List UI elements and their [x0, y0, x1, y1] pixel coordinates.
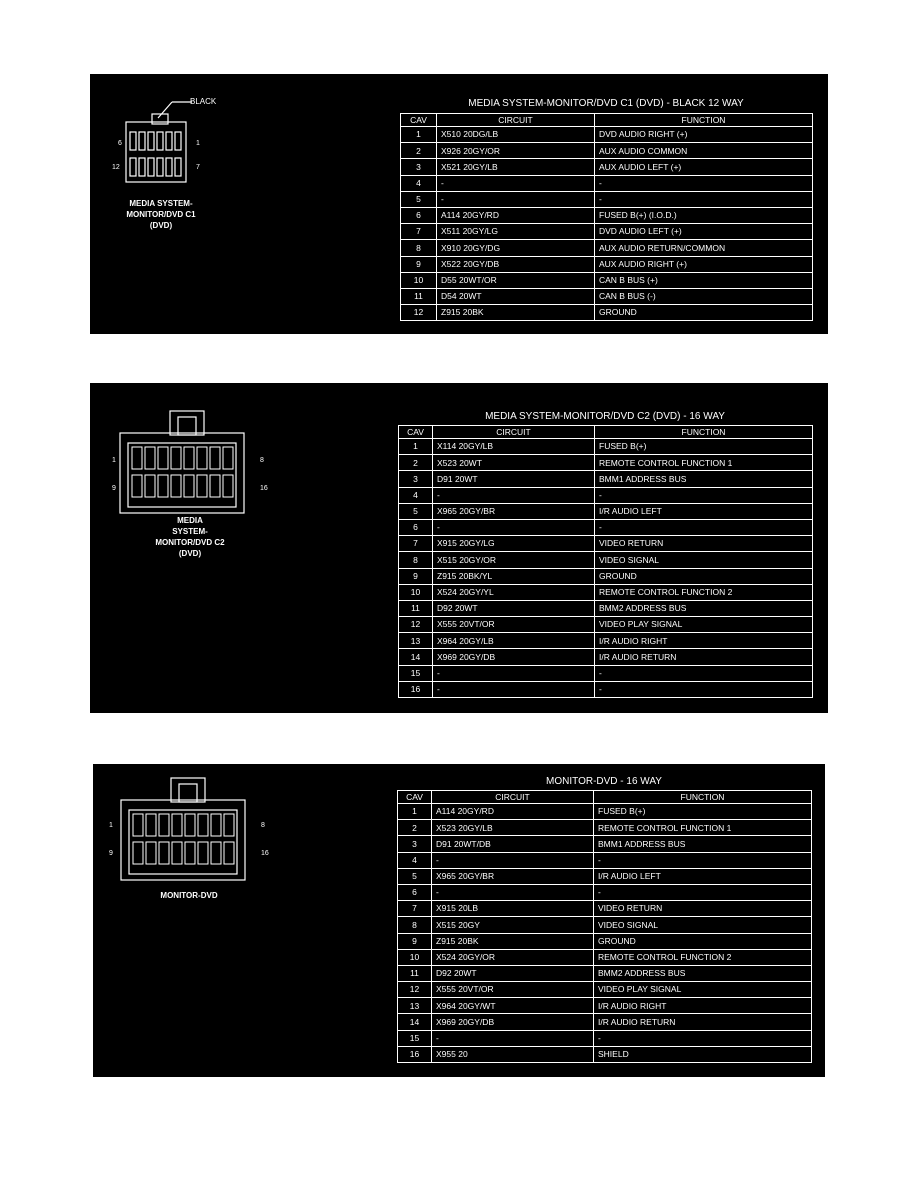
- table-row: [401, 272, 813, 288]
- table-title: MEDIA SYSTEM-MONITOR/DVD C1 (DVD) - BLACK 12 WAY: [468, 98, 744, 109]
- circuit-cell: -: [432, 1030, 594, 1046]
- connector-pin-icon: [145, 447, 155, 469]
- circuit-cell: X915 20GY/LG: [433, 536, 595, 552]
- circuit-cell: X555 20VT/OR: [433, 617, 595, 633]
- connector-label-line: MEDIA: [177, 516, 203, 525]
- cavity-cell: 11: [398, 965, 432, 981]
- function-cell: VIDEO SIGNAL: [594, 917, 812, 933]
- circuit-cell: X964 20GY/WT: [432, 998, 594, 1014]
- column-header: CAV: [401, 114, 437, 127]
- function-cell: SHIELD: [594, 1046, 812, 1062]
- table-row: [398, 868, 812, 884]
- function-cell: -: [594, 1030, 812, 1046]
- function-cell: CAN B BUS (+): [595, 272, 813, 288]
- cavity-cell: 11: [399, 600, 433, 616]
- circuit-cell: X523 20GY/LB: [432, 820, 594, 836]
- connector-pin-icon: [132, 447, 142, 469]
- circuit-cell: X114 20GY/LB: [433, 439, 595, 455]
- pin-number-bottom-left: 12: [112, 164, 120, 171]
- cavity-cell: 11: [401, 288, 437, 304]
- circuit-cell: D55 20WT/OR: [437, 272, 595, 288]
- connector-label-line: (DVD): [149, 221, 173, 230]
- function-cell: AUX AUDIO RIGHT (+): [595, 256, 813, 272]
- connector-pin-icon: [198, 842, 208, 864]
- table-row: [398, 965, 812, 981]
- column-header: CIRCUIT: [432, 791, 594, 804]
- table-row: [399, 471, 813, 487]
- connector-label-line: MONITOR/DVD C1: [126, 210, 196, 219]
- connector-pin-icon: [175, 158, 181, 176]
- connector-pin-icon: [184, 447, 194, 469]
- table-row: [398, 901, 812, 917]
- function-cell: -: [595, 487, 813, 503]
- circuit-cell: X964 20GY/LB: [433, 633, 595, 649]
- column-header: FUNCTION: [594, 791, 812, 804]
- function-cell: I/R AUDIO RETURN: [594, 1014, 812, 1030]
- circuit-cell: D91 20WT/DB: [432, 836, 594, 852]
- cavity-cell: 9: [401, 256, 437, 272]
- function-cell: GROUND: [595, 305, 813, 321]
- function-cell: I/R AUDIO LEFT: [595, 503, 813, 519]
- circuit-cell: X910 20GY/DG: [437, 240, 595, 256]
- circuit-cell: -: [433, 519, 595, 535]
- cavity-cell: 1: [399, 439, 433, 455]
- connector-pin-icon: [185, 842, 195, 864]
- connector-pin-icon: [185, 814, 195, 836]
- function-cell: VIDEO RETURN: [595, 536, 813, 552]
- circuit-cell: X965 20GY/BR: [432, 868, 594, 884]
- table-row: [399, 568, 813, 584]
- function-cell: BMM2 ADDRESS BUS: [594, 965, 812, 981]
- cavity-cell: 7: [399, 536, 433, 552]
- function-cell: VIDEO PLAY SIGNAL: [594, 982, 812, 998]
- circuit-cell: D92 20WT: [432, 965, 594, 981]
- table-row: [401, 305, 813, 321]
- circuit-cell: D92 20WT: [433, 600, 595, 616]
- connector-label-line: (DVD): [178, 549, 202, 558]
- connector-pin-icon: [184, 475, 194, 497]
- connector-c2-drawing-icon: [118, 407, 258, 517]
- connector-pin-icon: [139, 132, 145, 150]
- connector-label-line: MONITOR/DVD C2: [155, 538, 225, 547]
- cavity-cell: 5: [401, 191, 437, 207]
- connector-pin-icon: [158, 475, 168, 497]
- table-row: [398, 1046, 812, 1062]
- circuit-cell: X515 20GY: [432, 917, 594, 933]
- color-callout: BLACK: [190, 97, 217, 106]
- table-row: [401, 240, 813, 256]
- function-cell: VIDEO PLAY SIGNAL: [595, 617, 813, 633]
- column-header: CIRCUIT: [433, 426, 595, 439]
- table-row: [401, 143, 813, 159]
- cavity-cell: 9: [398, 933, 432, 949]
- cavity-cell: 8: [399, 552, 433, 568]
- pin-number-top-left: 6: [118, 140, 122, 147]
- connector-panel-c2: [90, 383, 828, 713]
- connector-pin-icon: [133, 842, 143, 864]
- table-row: [398, 917, 812, 933]
- cavity-cell: 2: [399, 455, 433, 471]
- connector-pin-icon: [210, 447, 220, 469]
- function-cell: BMM1 ADDRESS BUS: [595, 471, 813, 487]
- table-row: [398, 820, 812, 836]
- cavity-cell: 1: [401, 127, 437, 143]
- function-cell: FUSED B(+) (I.O.D.): [595, 207, 813, 223]
- pin-number-top-right: 8: [261, 822, 265, 829]
- circuit-cell: -: [433, 665, 595, 681]
- table-row: [399, 600, 813, 616]
- table-title: MEDIA SYSTEM-MONITOR/DVD C2 (DVD) - 16 WAY: [485, 411, 725, 422]
- cavity-cell: 6: [398, 884, 432, 900]
- function-cell: REMOTE CONTROL FUNCTION 2: [595, 584, 813, 600]
- connector-panel-c3: [93, 764, 825, 1077]
- table-header-row: [401, 114, 813, 127]
- function-cell: I/R AUDIO RETURN: [595, 649, 813, 665]
- table-row: [399, 519, 813, 535]
- function-cell: -: [594, 852, 812, 868]
- table-row: [401, 288, 813, 304]
- function-cell: AUX AUDIO RETURN/COMMON: [595, 240, 813, 256]
- circuit-cell: D54 20WT: [437, 288, 595, 304]
- circuit-cell: X522 20GY/DB: [437, 256, 595, 272]
- table-row: [398, 982, 812, 998]
- function-cell: BMM2 ADDRESS BUS: [595, 600, 813, 616]
- circuit-cell: A114 20GY/RD: [432, 804, 594, 820]
- function-cell: I/R AUDIO LEFT: [594, 868, 812, 884]
- cavity-cell: 4: [399, 487, 433, 503]
- table-row: [399, 455, 813, 471]
- circuit-cell: X523 20WT: [433, 455, 595, 471]
- table-row: [401, 175, 813, 191]
- cavity-cell: 8: [398, 917, 432, 933]
- cavity-cell: 12: [398, 982, 432, 998]
- table-row: [401, 256, 813, 272]
- circuit-cell: X969 20GY/DB: [432, 1014, 594, 1030]
- cavity-cell: 15: [398, 1030, 432, 1046]
- connector-pin-icon: [157, 158, 163, 176]
- connector-pin-icon: [172, 842, 182, 864]
- cavity-cell: 10: [399, 584, 433, 600]
- connector-pin-icon: [175, 132, 181, 150]
- cavity-cell: 12: [399, 617, 433, 633]
- connector-pin-icon: [198, 814, 208, 836]
- cavity-cell: 10: [398, 949, 432, 965]
- cavity-cell: 3: [401, 159, 437, 175]
- circuit-cell: Z915 20BK/YL: [433, 568, 595, 584]
- connector-pin-icon: [148, 132, 154, 150]
- circuit-cell: -: [433, 681, 595, 697]
- circuit-cell: -: [437, 191, 595, 207]
- pin-number-top-right: 8: [260, 457, 264, 464]
- circuit-cell: A114 20GY/RD: [437, 207, 595, 223]
- function-cell: AUX AUDIO LEFT (+): [595, 159, 813, 175]
- cavity-cell: 10: [401, 272, 437, 288]
- table-row: [399, 681, 813, 697]
- function-cell: REMOTE CONTROL FUNCTION 1: [594, 820, 812, 836]
- connector-pin-icon: [166, 158, 172, 176]
- connector-pin-icon: [139, 158, 145, 176]
- column-header: FUNCTION: [595, 426, 813, 439]
- circuit-cell: -: [432, 852, 594, 868]
- connector-pin-icon: [157, 132, 163, 150]
- function-cell: DVD AUDIO RIGHT (+): [595, 127, 813, 143]
- circuit-cell: X965 20GY/BR: [433, 503, 595, 519]
- table-row: [399, 665, 813, 681]
- connector-label-line: MONITOR-DVD: [160, 891, 218, 900]
- function-cell: VIDEO SIGNAL: [595, 552, 813, 568]
- circuit-cell: X521 20GY/LB: [437, 159, 595, 175]
- table-row: [399, 584, 813, 600]
- table-row: [399, 536, 813, 552]
- table-row: [398, 804, 812, 820]
- connector-pin-icon: [224, 814, 234, 836]
- cavity-cell: 15: [399, 665, 433, 681]
- connector-pin-icon: [211, 814, 221, 836]
- function-cell: -: [594, 884, 812, 900]
- function-cell: GROUND: [595, 568, 813, 584]
- table-row: [401, 224, 813, 240]
- connector-pin-icon: [171, 475, 181, 497]
- cavity-cell: 2: [401, 143, 437, 159]
- connector-pin-icon: [146, 814, 156, 836]
- table-row: [401, 127, 813, 143]
- connector-pin-icon: [132, 475, 142, 497]
- pin-number-bottom-right: 16: [260, 485, 268, 492]
- function-cell: I/R AUDIO RIGHT: [594, 998, 812, 1014]
- pin-number-top-left: 1: [112, 457, 116, 464]
- cavity-cell: 13: [399, 633, 433, 649]
- function-cell: -: [595, 519, 813, 535]
- cavity-cell: 6: [401, 207, 437, 223]
- circuit-cell: D91 20WT: [433, 471, 595, 487]
- table-row: [401, 159, 813, 175]
- circuit-cell: X915 20LB: [432, 901, 594, 917]
- pin-number-top-left: 1: [109, 822, 113, 829]
- cavity-cell: 9: [399, 568, 433, 584]
- connector-pin-icon: [146, 842, 156, 864]
- table-row: [401, 191, 813, 207]
- circuit-cell: X515 20GY/OR: [433, 552, 595, 568]
- table-row: [398, 836, 812, 852]
- pin-number-bottom-left: 9: [109, 850, 113, 857]
- function-cell: VIDEO RETURN: [594, 901, 812, 917]
- cavity-cell: 14: [398, 1014, 432, 1030]
- connector-pin-icon: [197, 475, 207, 497]
- circuit-cell: X524 20GY/YL: [433, 584, 595, 600]
- column-header: CAV: [399, 426, 433, 439]
- function-cell: FUSED B(+): [595, 439, 813, 455]
- connector-label-line: MEDIA SYSTEM-: [129, 199, 193, 208]
- pinout-table: [400, 113, 813, 321]
- connector-pin-icon: [197, 447, 207, 469]
- cavity-cell: 14: [399, 649, 433, 665]
- cavity-cell: 2: [398, 820, 432, 836]
- circuit-cell: Z915 20BK: [432, 933, 594, 949]
- pinout-table: [397, 790, 812, 1063]
- connector-c3-drawing-icon: [119, 774, 259, 884]
- circuit-cell: -: [433, 487, 595, 503]
- function-cell: DVD AUDIO LEFT (+): [595, 224, 813, 240]
- table-row: [399, 487, 813, 503]
- connector-label: [106, 198, 216, 231]
- connector-pin-icon: [145, 475, 155, 497]
- table-header-row: [399, 426, 813, 439]
- table-row: [398, 884, 812, 900]
- table-row: [399, 439, 813, 455]
- connector-pin-icon: [158, 447, 168, 469]
- cavity-cell: 3: [399, 471, 433, 487]
- connector-pin-icon: [130, 158, 136, 176]
- table-row: [399, 552, 813, 568]
- pin-number-bottom-right: 16: [261, 850, 269, 857]
- function-cell: FUSED B(+): [594, 804, 812, 820]
- table-row: [399, 503, 813, 519]
- column-header: CIRCUIT: [437, 114, 595, 127]
- column-header: CAV: [398, 791, 432, 804]
- circuit-cell: X926 20GY/OR: [437, 143, 595, 159]
- connector-pin-icon: [210, 475, 220, 497]
- connector-pin-icon: [171, 447, 181, 469]
- table-row: [401, 207, 813, 223]
- column-header: FUNCTION: [595, 114, 813, 127]
- table-row: [398, 933, 812, 949]
- table-row: [398, 949, 812, 965]
- function-cell: -: [595, 681, 813, 697]
- cavity-cell: 8: [401, 240, 437, 256]
- table-row: [398, 1030, 812, 1046]
- connector-pin-icon: [148, 158, 154, 176]
- function-cell: AUX AUDIO COMMON: [595, 143, 813, 159]
- circuit-cell: X969 20GY/DB: [433, 649, 595, 665]
- cavity-cell: 16: [398, 1046, 432, 1062]
- cavity-cell: 5: [399, 503, 433, 519]
- table-row: [398, 852, 812, 868]
- circuit-cell: Z915 20BK: [437, 305, 595, 321]
- function-cell: REMOTE CONTROL FUNCTION 1: [595, 455, 813, 471]
- table-row: [399, 649, 813, 665]
- circuit-cell: X955 20: [432, 1046, 594, 1062]
- connector-pin-icon: [172, 814, 182, 836]
- cavity-cell: 5: [398, 868, 432, 884]
- connector-c1-drawing-icon: [112, 92, 232, 192]
- cavity-cell: 6: [399, 519, 433, 535]
- cavity-cell: 7: [398, 901, 432, 917]
- pinout-table: [398, 425, 813, 698]
- connector-label: [129, 890, 249, 901]
- table-row: [398, 998, 812, 1014]
- connector-label: [130, 515, 250, 559]
- table-header-row: [398, 791, 812, 804]
- pin-number-bottom-left: 9: [112, 485, 116, 492]
- function-cell: -: [595, 175, 813, 191]
- connector-pin-icon: [211, 842, 221, 864]
- function-cell: GROUND: [594, 933, 812, 949]
- table-row: [398, 1014, 812, 1030]
- cavity-cell: 7: [401, 224, 437, 240]
- circuit-cell: -: [432, 884, 594, 900]
- function-cell: -: [595, 665, 813, 681]
- circuit-cell: X510 20DG/LB: [437, 127, 595, 143]
- cavity-cell: 16: [399, 681, 433, 697]
- circuit-cell: X524 20GY/OR: [432, 949, 594, 965]
- connector-pin-icon: [223, 475, 233, 497]
- pin-number-top-right: 1: [196, 140, 200, 147]
- function-cell: CAN B BUS (-): [595, 288, 813, 304]
- connector-pin-icon: [159, 814, 169, 836]
- cavity-cell: 13: [398, 998, 432, 1014]
- cavity-cell: 12: [401, 305, 437, 321]
- pin-number-bottom-right: 7: [196, 164, 200, 171]
- function-cell: -: [595, 191, 813, 207]
- connector-panel-c1: [90, 74, 828, 334]
- cavity-cell: 1: [398, 804, 432, 820]
- connector-pin-icon: [166, 132, 172, 150]
- connector-pin-icon: [223, 447, 233, 469]
- table-row: [399, 633, 813, 649]
- function-cell: BMM1 ADDRESS BUS: [594, 836, 812, 852]
- circuit-cell: -: [437, 175, 595, 191]
- connector-pin-icon: [159, 842, 169, 864]
- connector-label-line: SYSTEM-: [172, 527, 208, 536]
- function-cell: REMOTE CONTROL FUNCTION 2: [594, 949, 812, 965]
- cavity-cell: 4: [401, 175, 437, 191]
- table-title: MONITOR-DVD - 16 WAY: [546, 776, 662, 787]
- cavity-cell: 4: [398, 852, 432, 868]
- connector-pin-icon: [133, 814, 143, 836]
- circuit-cell: X511 20GY/LG: [437, 224, 595, 240]
- table-row: [399, 617, 813, 633]
- cavity-cell: 3: [398, 836, 432, 852]
- circuit-cell: X555 20VT/OR: [432, 982, 594, 998]
- connector-pin-icon: [130, 132, 136, 150]
- connector-pin-icon: [224, 842, 234, 864]
- function-cell: I/R AUDIO RIGHT: [595, 633, 813, 649]
